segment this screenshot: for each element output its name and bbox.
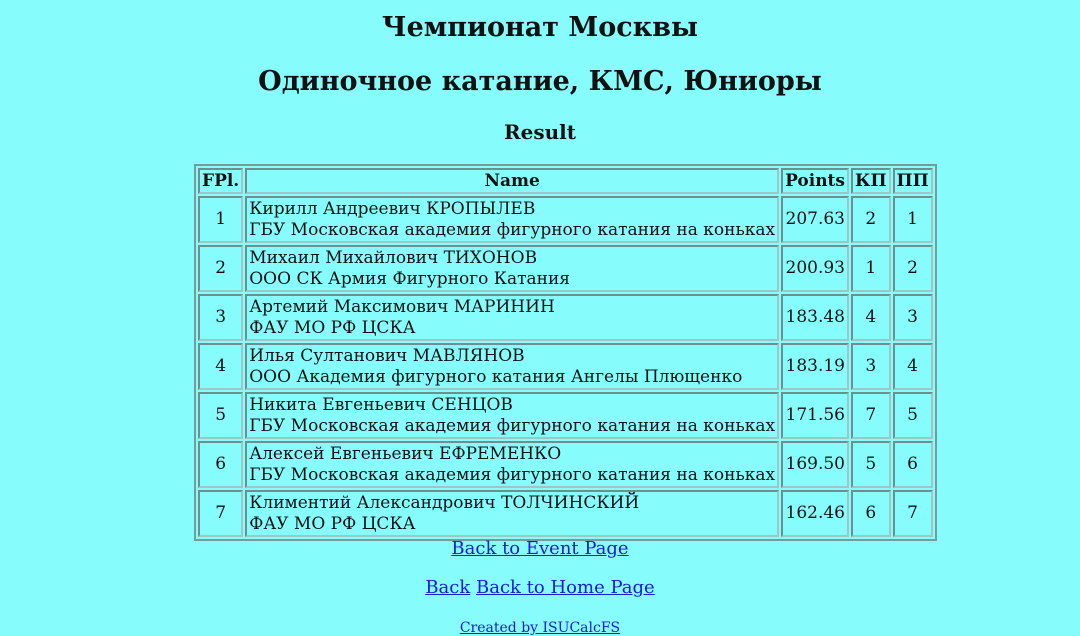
skater-cell	[245, 294, 779, 341]
skater-club: ГБУ Московская академия фигурного катания на коньках	[249, 464, 776, 485]
skater-club: ГБУ Московская академия фигурного катания на коньках	[249, 415, 776, 436]
kp-cell: 1	[851, 245, 891, 292]
table-row	[198, 490, 933, 537]
pp-cell: 2	[893, 245, 933, 292]
kp-cell: 7	[851, 392, 891, 439]
kp-cell: 5	[851, 441, 891, 488]
skater-cell	[245, 343, 779, 390]
table-row	[198, 196, 933, 243]
pp-cell: 5	[893, 392, 933, 439]
table-header-row	[198, 168, 933, 194]
results-table	[194, 164, 937, 541]
table-row	[198, 294, 933, 341]
skater-cell	[245, 245, 779, 292]
pp-cell: 3	[893, 294, 933, 341]
skater-club: ООО Академия фигурного катания Ангелы Плющенко	[249, 366, 743, 387]
skater-club: ООО СК Армия Фигурного Катания	[249, 268, 571, 289]
table-row	[198, 392, 933, 439]
column-header-fpl: FPl.	[198, 168, 243, 194]
place-cell: 1	[198, 196, 243, 243]
created-by-link[interactable]: Created by ISUCalcFS	[459, 620, 621, 636]
category-title: Одиночное катание, КМС, Юниоры	[258, 66, 822, 97]
skater-cell	[245, 490, 779, 537]
points-cell: 183.48	[781, 294, 849, 341]
event-link-row	[0, 538, 1080, 559]
table-row	[198, 343, 933, 390]
pp-cell: 4	[893, 343, 933, 390]
pp-cell: 1	[893, 196, 933, 243]
column-header-pp: ПП	[893, 168, 933, 194]
place-cell: 5	[198, 392, 243, 439]
skater-cell	[245, 441, 779, 488]
points-cell: 183.19	[781, 343, 849, 390]
back-to-home-link[interactable]: Back to Home Page	[476, 577, 655, 598]
skater-name: Кирилл Андреевич КРОПЫЛЕВ	[249, 198, 536, 219]
points-cell: 171.56	[781, 392, 849, 439]
place-cell: 2	[198, 245, 243, 292]
table-row	[198, 245, 933, 292]
place-cell: 7	[198, 490, 243, 537]
skater-club: ГБУ Московская академия фигурного катания на коньках	[249, 219, 776, 240]
pp-cell: 6	[893, 441, 933, 488]
skater-club: ФАУ МО РФ ЦСКА	[249, 513, 416, 534]
kp-cell: 2	[851, 196, 891, 243]
points-cell: 200.93	[781, 245, 849, 292]
column-header-kp: КП	[851, 168, 891, 194]
skater-name: Михаил Михайлович ТИХОНОВ	[249, 247, 538, 268]
skater-cell	[245, 392, 779, 439]
pp-cell: 7	[893, 490, 933, 537]
skater-cell	[245, 196, 779, 243]
skater-name: Артемий Максимович МАРИНИН	[249, 296, 555, 317]
points-cell: 207.63	[781, 196, 849, 243]
skater-name: Климентий Александрович ТОЛЧИНСКИЙ	[249, 492, 640, 513]
back-to-event-link[interactable]: Back to Event Page	[451, 538, 629, 559]
section-title: Result	[504, 120, 576, 144]
column-header-name: Name	[245, 168, 779, 194]
kp-cell: 4	[851, 294, 891, 341]
place-cell: 3	[198, 294, 243, 341]
place-cell: 6	[198, 441, 243, 488]
place-cell: 4	[198, 343, 243, 390]
column-header-points: Points	[781, 168, 849, 194]
points-cell: 169.50	[781, 441, 849, 488]
kp-cell: 6	[851, 490, 891, 537]
table-row	[198, 441, 933, 488]
skater-name: Никита Евгеньевич СЕНЦОВ	[249, 394, 513, 415]
kp-cell: 3	[851, 343, 891, 390]
event-title: Чемпионат Москвы	[381, 12, 699, 43]
home-link-row	[0, 577, 1080, 598]
skater-name: Илья Султанович МАВЛЯНОВ	[249, 345, 525, 366]
skater-club: ФАУ МО РФ ЦСКА	[249, 317, 416, 338]
back-link[interactable]: Back	[425, 577, 471, 598]
skater-name: Алексей Евгеньевич ЕФРЕМЕНКО	[249, 443, 562, 464]
points-cell: 162.46	[781, 490, 849, 537]
